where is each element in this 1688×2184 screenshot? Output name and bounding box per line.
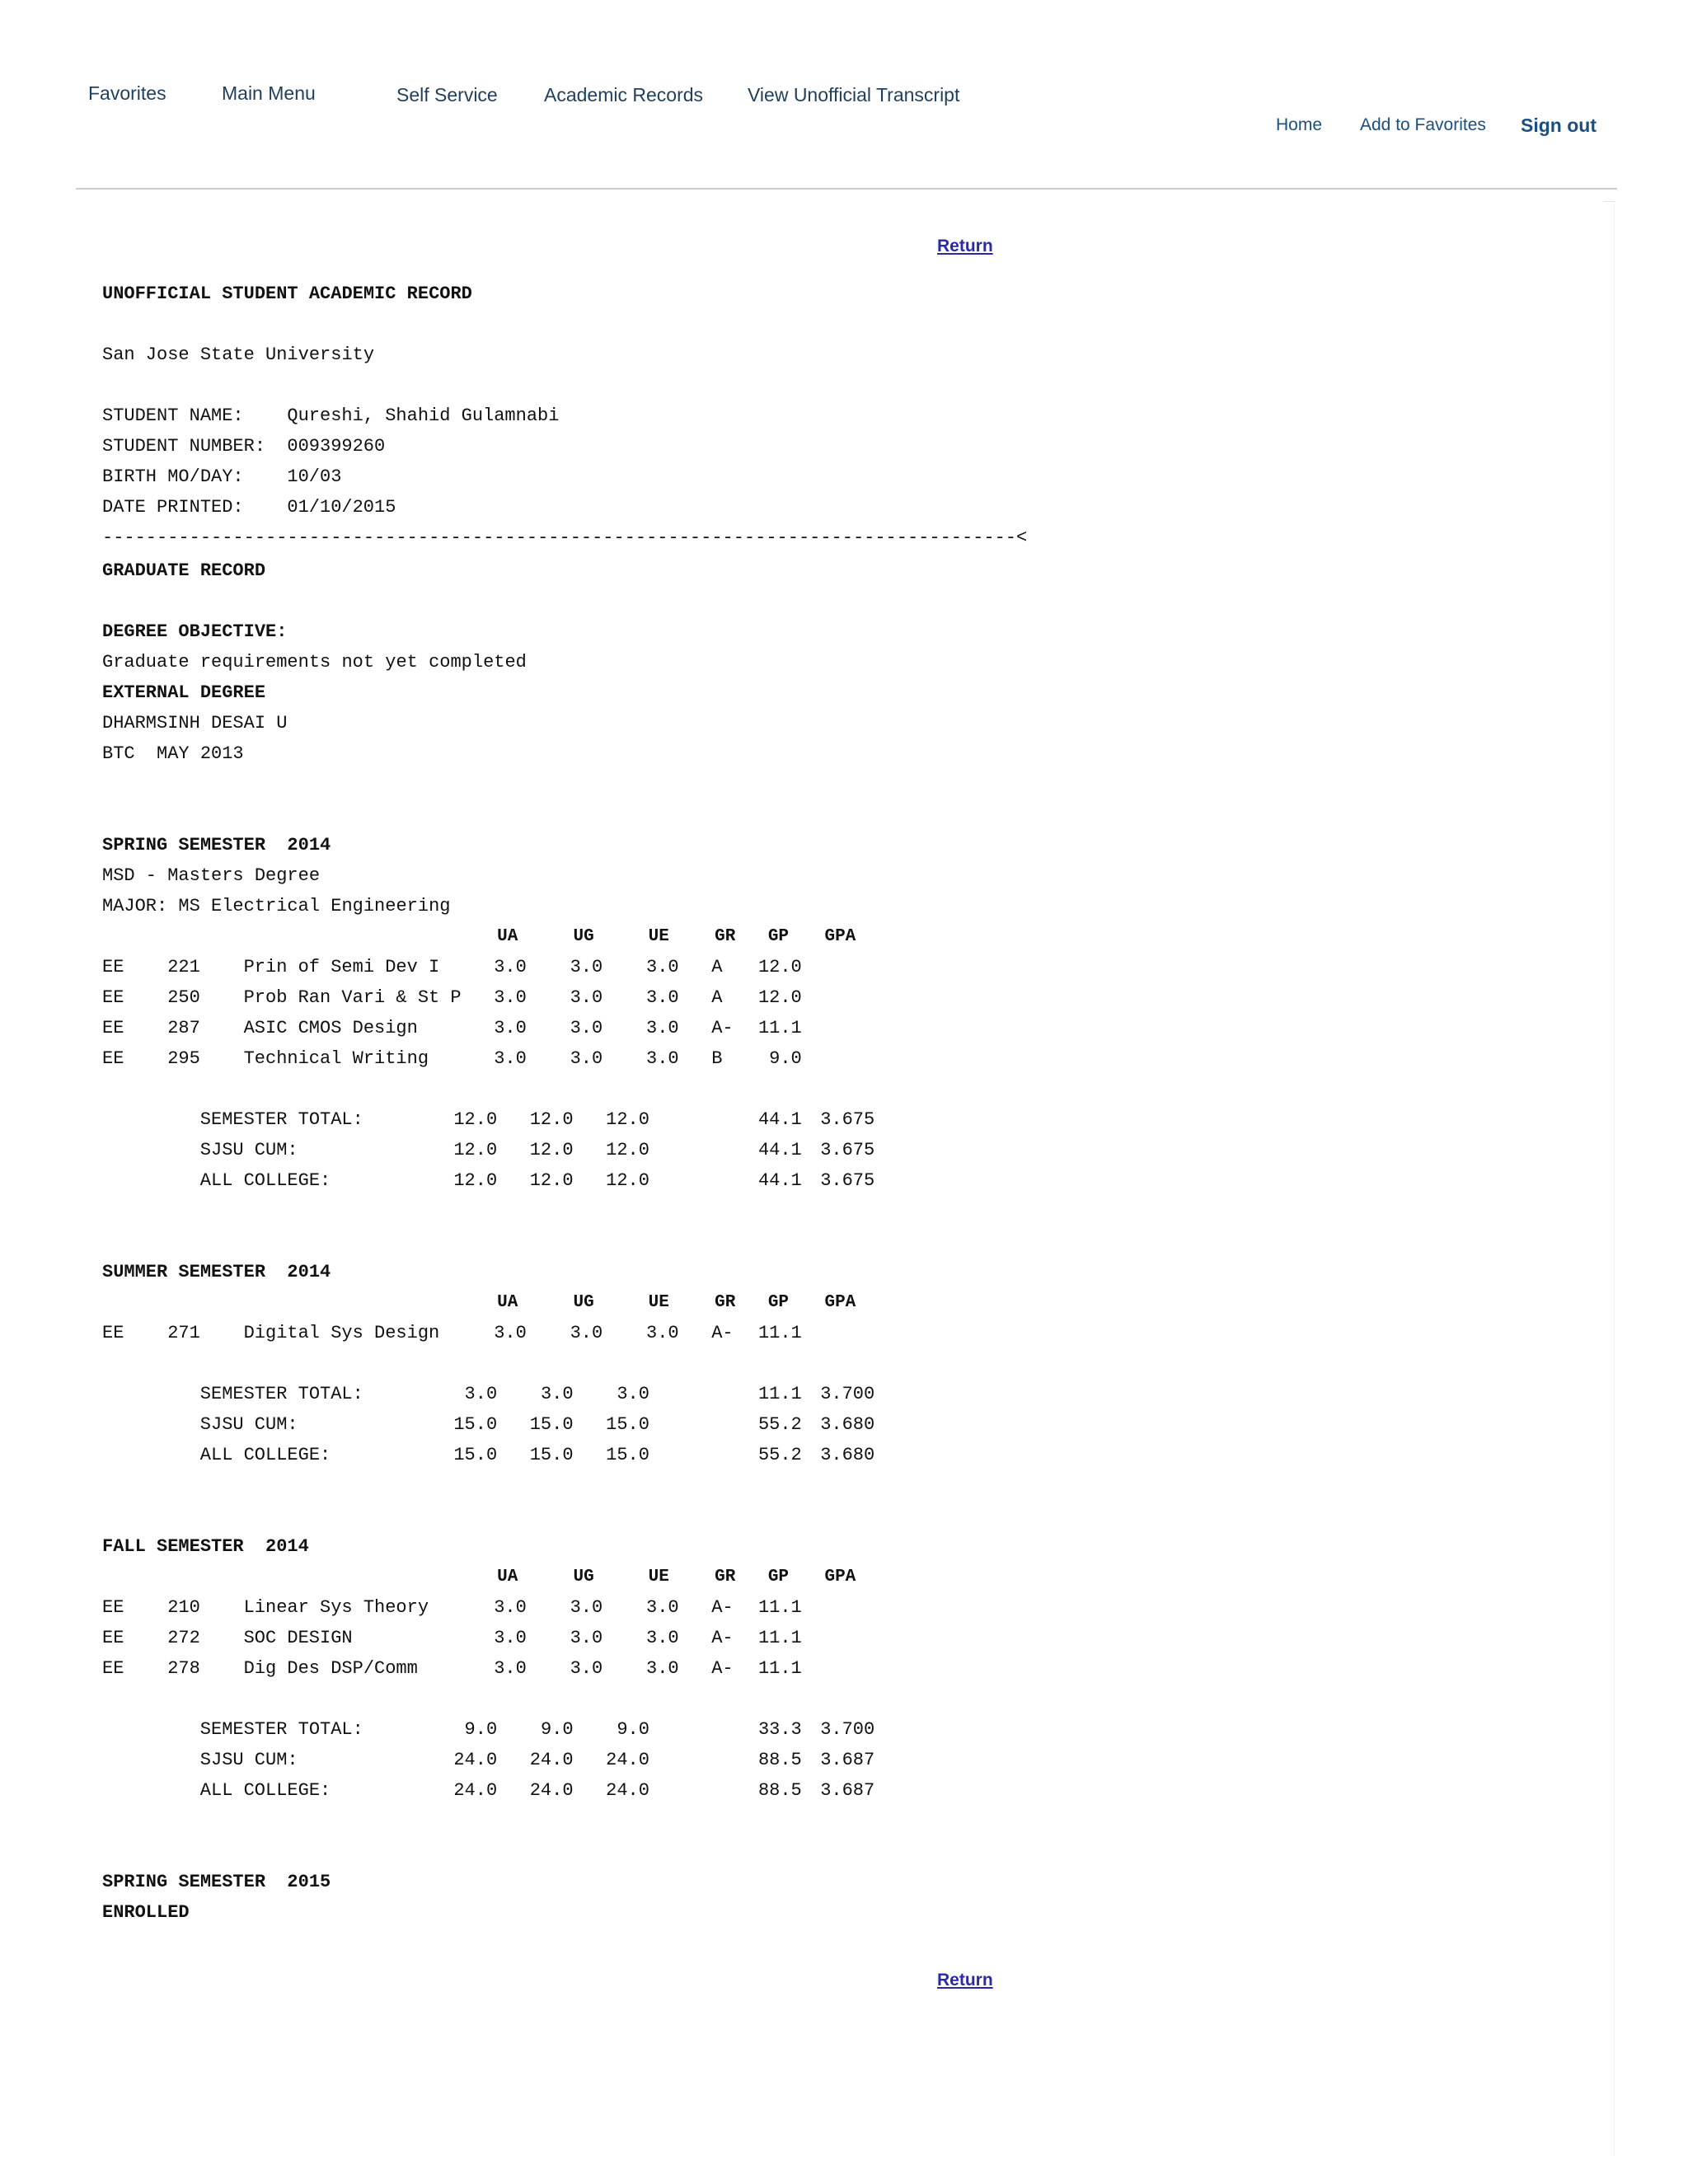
total-ug: 12.0 <box>529 1140 574 1160</box>
course-ug: 3.0 <box>570 1658 603 1679</box>
total-ua: 12.0 <box>453 1109 498 1130</box>
total-ug: 3.0 <box>540 1384 574 1404</box>
total-gp: 44.1 <box>757 1170 802 1191</box>
field-label: BIRTH MO/DAY: <box>102 466 244 487</box>
total-ua: 12.0 <box>453 1170 498 1191</box>
total-gp: 33.3 <box>757 1719 802 1740</box>
course-number: 295 <box>167 1048 200 1069</box>
total-label: SJSU CUM: <box>199 1414 298 1435</box>
total-label: SEMESTER TOTAL: <box>199 1719 363 1740</box>
course-grade: A- <box>711 1658 734 1679</box>
course-subject: EE <box>102 1597 124 1618</box>
total-ug: 24.0 <box>529 1750 574 1770</box>
course-ue: 3.0 <box>646 1323 679 1343</box>
course-subject: EE <box>102 1658 124 1679</box>
university-name: San Jose State University <box>102 344 375 365</box>
frame-corner <box>1604 201 1615 202</box>
course-ue: 3.0 <box>646 1018 679 1038</box>
total-ug: 12.0 <box>529 1170 574 1191</box>
nav-main-menu[interactable]: Main Menu <box>222 82 316 104</box>
column-header-gpa: GPA <box>824 1568 856 1586</box>
total-ua: 24.0 <box>453 1750 498 1770</box>
total-gpa: 3.700 <box>820 1719 875 1740</box>
column-header-gp: GP <box>767 1568 790 1586</box>
column-header-ue: UE <box>648 1568 669 1586</box>
total-ug: 15.0 <box>529 1445 574 1465</box>
column-header-ug: UG <box>573 1293 594 1312</box>
course-subject: EE <box>102 1018 124 1038</box>
column-header-gr: GR <box>715 927 736 946</box>
return-link-top[interactable]: Return <box>937 237 993 255</box>
field-value: 10/03 <box>287 466 342 487</box>
frame-edge <box>1614 203 1615 2156</box>
course-ua: 3.0 <box>494 1018 527 1038</box>
course-gp: 11.1 <box>757 1658 802 1679</box>
nav-favorites[interactable]: Favorites <box>88 82 166 104</box>
course-ua: 3.0 <box>494 1658 527 1679</box>
course-gp: 11.1 <box>757 1018 802 1038</box>
nav-self-service[interactable]: Self Service <box>396 84 498 105</box>
course-ug: 3.0 <box>570 1323 603 1343</box>
total-label: SEMESTER TOTAL: <box>199 1384 363 1404</box>
course-ug: 3.0 <box>570 1628 603 1648</box>
external-degree-detail: BTC MAY 2013 <box>102 743 244 764</box>
course-ug: 3.0 <box>570 1018 603 1038</box>
breadcrumb-nav <box>0 82 1071 107</box>
total-ug: 9.0 <box>540 1719 574 1740</box>
course-ug: 3.0 <box>570 1048 603 1069</box>
course-subject: EE <box>102 987 124 1008</box>
record-title-text: UNOFFICIAL STUDENT ACADEMIC RECORD <box>102 284 472 304</box>
field-label: STUDENT NAME: <box>102 405 244 426</box>
course-grade: A- <box>711 1018 734 1038</box>
course-gp: 9.0 <box>769 1048 802 1069</box>
home-link[interactable]: Home <box>1276 115 1323 134</box>
column-header-gpa: GPA <box>824 927 856 946</box>
total-gpa: 3.675 <box>820 1109 875 1130</box>
field-value: 01/10/2015 <box>287 497 396 518</box>
course-ua: 3.0 <box>494 1628 527 1648</box>
total-label: ALL COLLEGE: <box>199 1445 331 1465</box>
total-gp: 55.2 <box>757 1414 802 1435</box>
course-number: 287 <box>167 1018 200 1038</box>
course-number: 271 <box>167 1323 200 1343</box>
header-divider <box>76 188 1617 190</box>
course-number: 278 <box>167 1658 200 1679</box>
course-ue: 3.0 <box>646 1048 679 1069</box>
course-grade: B <box>711 1048 723 1069</box>
add-to-favorites-link[interactable]: Add to Favorites <box>1360 115 1486 134</box>
semester-title-text: SUMMER SEMESTER 2014 <box>102 1262 331 1282</box>
total-gp: 44.1 <box>757 1109 802 1130</box>
course-grade: A- <box>711 1597 734 1618</box>
semester-title-text: SPRING SEMESTER 2014 <box>102 835 331 855</box>
total-ue: 12.0 <box>606 1109 649 1130</box>
total-ue: 3.0 <box>617 1384 649 1404</box>
course-ue: 3.0 <box>646 957 679 977</box>
course-grade: A- <box>711 1628 734 1648</box>
total-ua: 3.0 <box>464 1384 498 1404</box>
course-ua: 3.0 <box>494 1048 527 1069</box>
course-number: 250 <box>167 987 200 1008</box>
total-ue: 15.0 <box>606 1414 649 1435</box>
course-gp: 12.0 <box>757 957 802 977</box>
total-gp: 88.5 <box>757 1750 802 1770</box>
field-value: Qureshi, Shahid Gulamnabi <box>287 405 560 426</box>
course-ug: 3.0 <box>570 987 603 1008</box>
field-label: DATE PRINTED: <box>102 497 244 518</box>
column-header-gpa: GPA <box>824 1293 856 1312</box>
major-text: MAJOR: MS Electrical Engineering <box>102 896 451 916</box>
course-gp: 11.1 <box>757 1628 802 1648</box>
nav-academic-records[interactable]: Academic Records <box>544 84 704 105</box>
column-header-gr: GR <box>715 1293 736 1312</box>
course-name: Prin of Semi Dev I <box>243 957 440 977</box>
total-ua: 9.0 <box>464 1719 498 1740</box>
course-ua: 3.0 <box>494 1323 527 1343</box>
course-gp: 11.1 <box>757 1323 802 1343</box>
column-header-ue: UE <box>648 1293 669 1312</box>
course-ua: 3.0 <box>494 957 527 977</box>
column-header-gr: GR <box>715 1568 736 1586</box>
program-text: MSD - Masters Degree <box>102 865 321 886</box>
total-label: SJSU CUM: <box>199 1140 298 1160</box>
total-ug: 24.0 <box>529 1780 574 1801</box>
course-subject: EE <box>102 1048 124 1069</box>
total-gp: 88.5 <box>757 1780 802 1801</box>
enrollment-status: ENROLLED <box>102 1902 190 1923</box>
total-ug: 12.0 <box>529 1109 574 1130</box>
course-name: Digital Sys Design <box>243 1323 440 1343</box>
degree-objective-label: DEGREE OBJECTIVE: <box>102 621 288 642</box>
course-gp: 11.1 <box>757 1597 802 1618</box>
course-number: 221 <box>167 957 200 977</box>
total-ue: 12.0 <box>606 1140 649 1160</box>
total-ug: 15.0 <box>529 1414 574 1435</box>
course-subject: EE <box>102 1628 124 1648</box>
course-name: ASIC CMOS Design <box>243 1018 418 1038</box>
course-ua: 3.0 <box>494 987 527 1008</box>
column-header-ue: UE <box>648 927 669 946</box>
course-name: Prob Ran Vari & St P <box>243 987 462 1008</box>
total-gpa: 3.680 <box>820 1445 875 1465</box>
column-header-ug: UG <box>573 927 594 946</box>
course-ug: 3.0 <box>570 1597 603 1618</box>
course-grade: A <box>711 957 723 977</box>
course-gp: 12.0 <box>757 987 802 1008</box>
course-grade: A <box>711 987 723 1008</box>
total-gpa: 3.700 <box>820 1384 875 1404</box>
column-header-gp: GP <box>767 927 790 946</box>
separator: ------------------------------------------------------------------------------------< <box>102 527 1028 548</box>
total-ue: 9.0 <box>617 1719 649 1740</box>
total-ue: 12.0 <box>606 1170 649 1191</box>
external-degree-label: EXTERNAL DEGREE <box>102 682 266 703</box>
course-ua: 3.0 <box>494 1597 527 1618</box>
column-header-gp: GP <box>767 1293 790 1312</box>
upcoming-semester-title: SPRING SEMESTER 2015 <box>102 1872 331 1892</box>
field-value: 009399260 <box>287 436 386 457</box>
nav-view-unofficial-transcript[interactable]: View Unofficial Transcript <box>748 84 960 105</box>
graduate-heading-text: GRADUATE RECORD <box>102 560 266 581</box>
course-subject: EE <box>102 1323 124 1343</box>
field-label: STUDENT NUMBER: <box>102 436 266 457</box>
column-header-ug: UG <box>573 1568 594 1586</box>
external-school-name: DHARMSINH DESAI U <box>102 713 288 733</box>
total-ua: 15.0 <box>453 1414 498 1435</box>
total-gpa: 3.687 <box>820 1750 875 1770</box>
total-ua: 24.0 <box>453 1780 498 1801</box>
degree-objective-text: Graduate requirements not yet completed <box>102 652 527 673</box>
column-header-ua: UA <box>497 1293 518 1312</box>
course-name: Technical Writing <box>243 1048 429 1069</box>
total-ue: 24.0 <box>606 1750 649 1770</box>
return-link-bottom[interactable]: Return <box>937 1971 993 1990</box>
total-label: ALL COLLEGE: <box>199 1170 331 1191</box>
total-gp: 44.1 <box>757 1140 802 1160</box>
total-ua: 12.0 <box>453 1140 498 1160</box>
total-gpa: 3.687 <box>820 1780 875 1801</box>
course-name: Linear Sys Theory <box>243 1597 429 1618</box>
course-name: Dig Des DSP/Comm <box>243 1658 418 1679</box>
course-ug: 3.0 <box>570 957 603 977</box>
total-ue: 24.0 <box>606 1780 649 1801</box>
total-label: ALL COLLEGE: <box>199 1780 331 1801</box>
course-number: 272 <box>167 1628 200 1648</box>
sign-out-link[interactable]: Sign out <box>1521 115 1597 136</box>
total-gp: 11.1 <box>757 1384 802 1404</box>
course-subject: EE <box>102 957 124 977</box>
total-label: SJSU CUM: <box>199 1750 298 1770</box>
total-gpa: 3.680 <box>820 1414 875 1435</box>
total-gpa: 3.675 <box>820 1140 875 1160</box>
semester-title-text: FALL SEMESTER 2014 <box>102 1536 309 1557</box>
column-header-ua: UA <box>497 1568 518 1586</box>
course-ue: 3.0 <box>646 1628 679 1648</box>
total-ua: 15.0 <box>453 1445 498 1465</box>
course-ue: 3.0 <box>646 1658 679 1679</box>
course-grade: A- <box>711 1323 734 1343</box>
course-number: 210 <box>167 1597 200 1618</box>
total-gpa: 3.675 <box>820 1170 875 1191</box>
course-ue: 3.0 <box>646 987 679 1008</box>
total-gp: 55.2 <box>757 1445 802 1465</box>
total-label: SEMESTER TOTAL: <box>199 1109 363 1130</box>
course-ue: 3.0 <box>646 1597 679 1618</box>
course-name: SOC DESIGN <box>243 1628 353 1648</box>
header-links <box>0 115 1688 140</box>
column-header-ua: UA <box>497 927 518 946</box>
total-ue: 15.0 <box>606 1445 649 1465</box>
